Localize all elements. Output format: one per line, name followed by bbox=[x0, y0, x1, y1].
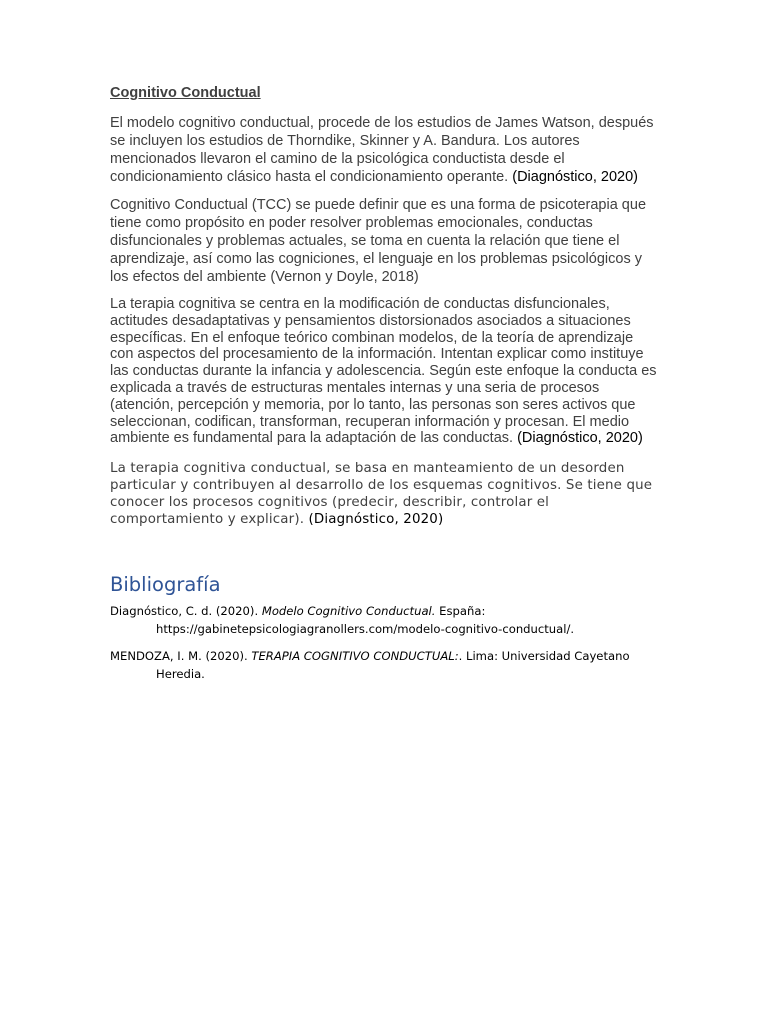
bibliography-entry bbox=[110, 602, 658, 638]
bibliography-heading: Bibliografía bbox=[110, 573, 221, 597]
reference-author-year: MENDOZA, I. M. (2020). bbox=[110, 649, 248, 664]
paragraph-3 bbox=[110, 296, 658, 447]
paragraph-1-text: El modelo cognitivo conductual, procede de los estudios de James Watson, después se incluyen los estudios de Thorndike, Skinner y A. Bandura. Los autores mencionados llevaron el camino de la psicológica conductista desde el condicionamiento clásico hasta el condicionamiento operante. bbox=[110, 115, 654, 185]
reference-title: TERAPIA COGNITIVO CONDUCTUAL: bbox=[251, 649, 459, 664]
reference-title: Modelo Cognitivo Conductual. bbox=[261, 604, 436, 619]
reference-publisher: . Lima: Universidad Cayetano Heredia. bbox=[156, 649, 630, 682]
paragraph-1 bbox=[110, 114, 658, 186]
paragraph-2 bbox=[110, 196, 658, 286]
paragraph-3-citation: (Diagnóstico, 2020) bbox=[517, 430, 643, 447]
paragraph-1-citation: (Diagnóstico, 2020) bbox=[512, 169, 638, 185]
paragraph-3-text: La terapia cognitiva se centra en la modificación de conductas disfuncionales, actitudes desadaptativas y pensamientos distorsionados asociados a situaciones específicas. En el enfoque teórico combinan modelos, de la teoría de aprendizaje con aspectos del procesamiento de la información. Intentan explicar como instituye las conductas durante la infancia y adolescencia. Según este enfoque la conducta es explicada a través de estructuras mentales internas y una seria de procesos (atención, percepción y memoria, por lo tanto, las personas son seres activos que seleccionan, codifican, transforman, recuperan información y procesan. El medio ambiente es fundamental para la adaptación de las conductas. bbox=[110, 296, 657, 447]
document-page bbox=[110, 84, 658, 692]
paragraph-4-citation: (Diagnóstico, 2020) bbox=[308, 511, 444, 527]
bibliography-entry bbox=[110, 647, 658, 683]
paragraph-4-text: La terapia cognitiva conductual, se basa en manteamiento de un desorden particular y contribuyen al desarrollo de los esquemas cognitivos. Se tiene que conocer los procesos cognitivos (predecir, describir, controlar el comportamiento y explicar). bbox=[110, 461, 653, 527]
reference-author-year: Diagnóstico, C. d. (2020). bbox=[110, 604, 259, 619]
paragraph-4 bbox=[110, 461, 658, 528]
paragraph-2-text: Cognitivo Conductual (TCC) se puede definir que es una forma de psicoterapia que tiene como propósito en poder resolver problemas emocionales, conductas disfuncionales y problemas actuales, se toma en cuenta la relación que tiene el aprendizaje, así como las cogniciones, el lenguaje en los problemas psicológicos y los efectos del ambiente (Vernon y Doyle, 2018) bbox=[110, 197, 647, 285]
reference-publisher: España: https://gabinetepsicologiagranollers.com/modelo-cognitivo-conductual/. bbox=[156, 604, 575, 637]
section-heading: Cognitivo Conductual bbox=[110, 85, 261, 101]
